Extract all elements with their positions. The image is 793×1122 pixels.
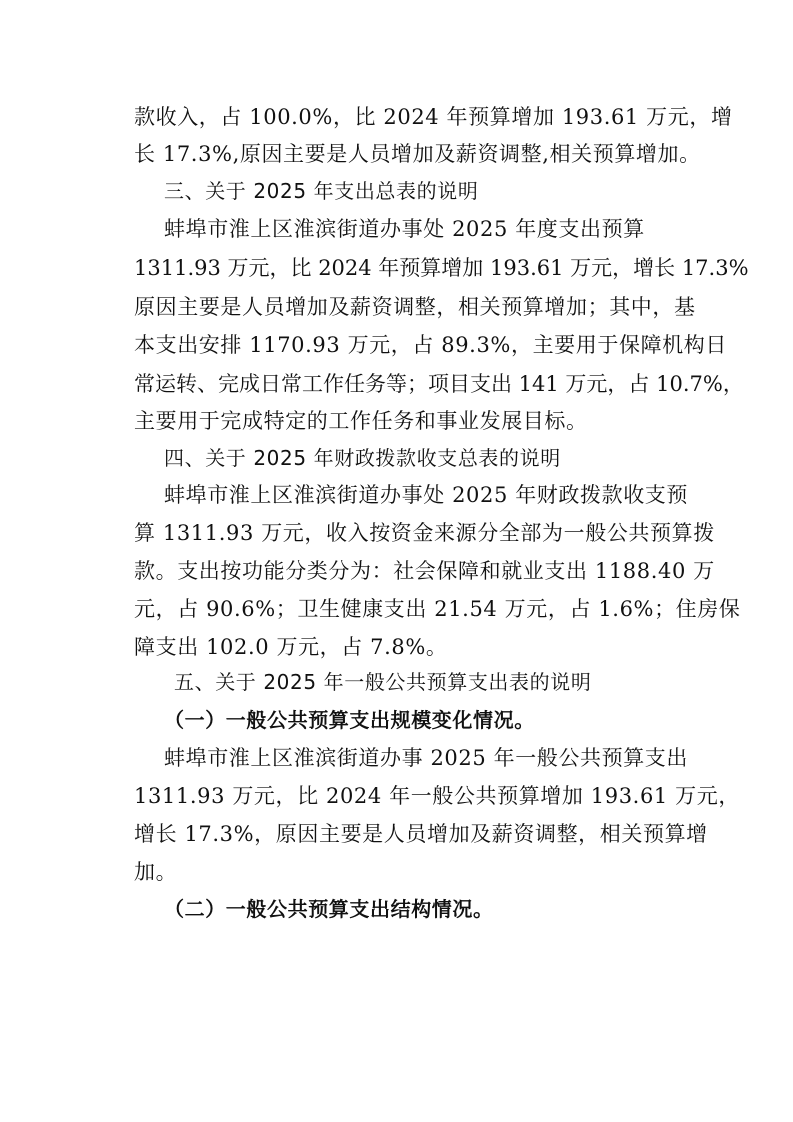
- section-heading-4: 四、关于 2025 年财政拨款收支总表的说明: [164, 446, 561, 470]
- paragraph-line: 1311.93 万元，比 2024 年预算增加 193.61 万元，增长 17.3%: [134, 256, 749, 280]
- paragraph-line: 加。: [134, 860, 178, 884]
- paragraph-line: 本支出安排 1170.93 万元，占 89.3%，主要用于保障机构日: [134, 333, 727, 357]
- paragraph-line: 长 17.3%,原因主要是人员增加及薪资调整,相关预算增加。: [134, 142, 701, 166]
- paragraph-line: 蚌埠市淮上区淮滨街道办事 2025 年一般公共预算支出: [164, 746, 688, 770]
- paragraph-line: 算 1311.93 万元，收入按资金来源分全部为一般公共预算拨: [134, 521, 715, 545]
- paragraph-line: 款。支出按功能分类分为：社会保障和就业支出 1188.40 万: [134, 559, 715, 583]
- paragraph-line: 蚌埠市淮上区淮滨街道办事处 2025 年度支出预算: [164, 217, 645, 241]
- paragraph-line: 增长 17.3%，原因主要是人员增加及薪资调整，相关预算增: [134, 822, 708, 846]
- paragraph-line: 障支出 102.0 万元，占 7.8%。: [134, 635, 448, 659]
- paragraph-line: 主要用于完成特定的工作任务和事业发展目标。: [134, 409, 588, 433]
- paragraph-line: 元，占 90.6%；卫生健康支出 21.54 万元，占 1.6%；住房保: [134, 597, 741, 621]
- section-heading-5: 五、关于 2025 年一般公共预算支出表的说明: [174, 670, 592, 694]
- paragraph-line: 常运转、完成日常工作任务等；项目支出 141 万元，占 10.7%，: [134, 372, 744, 396]
- subsection-heading-1: （一）一般公共预算支出规模变化情况。: [164, 708, 535, 732]
- paragraph-line: 款收入，占 100.0%，比 2024 年预算增加 193.61 万元，增: [134, 105, 733, 129]
- paragraph-line: 原因主要是人员增加及薪资调整，相关预算增加；其中，基: [134, 295, 696, 319]
- section-heading-3: 三、关于 2025 年支出总表的说明: [164, 179, 479, 203]
- subsection-heading-2: （二）一般公共预算支出结构情况。: [164, 897, 494, 921]
- paragraph-line: 蚌埠市淮上区淮滨街道办事处 2025 年财政拨款收支预: [164, 483, 688, 507]
- paragraph-line: 1311.93 万元，比 2024 年一般公共预算增加 193.61 万元，: [134, 784, 740, 808]
